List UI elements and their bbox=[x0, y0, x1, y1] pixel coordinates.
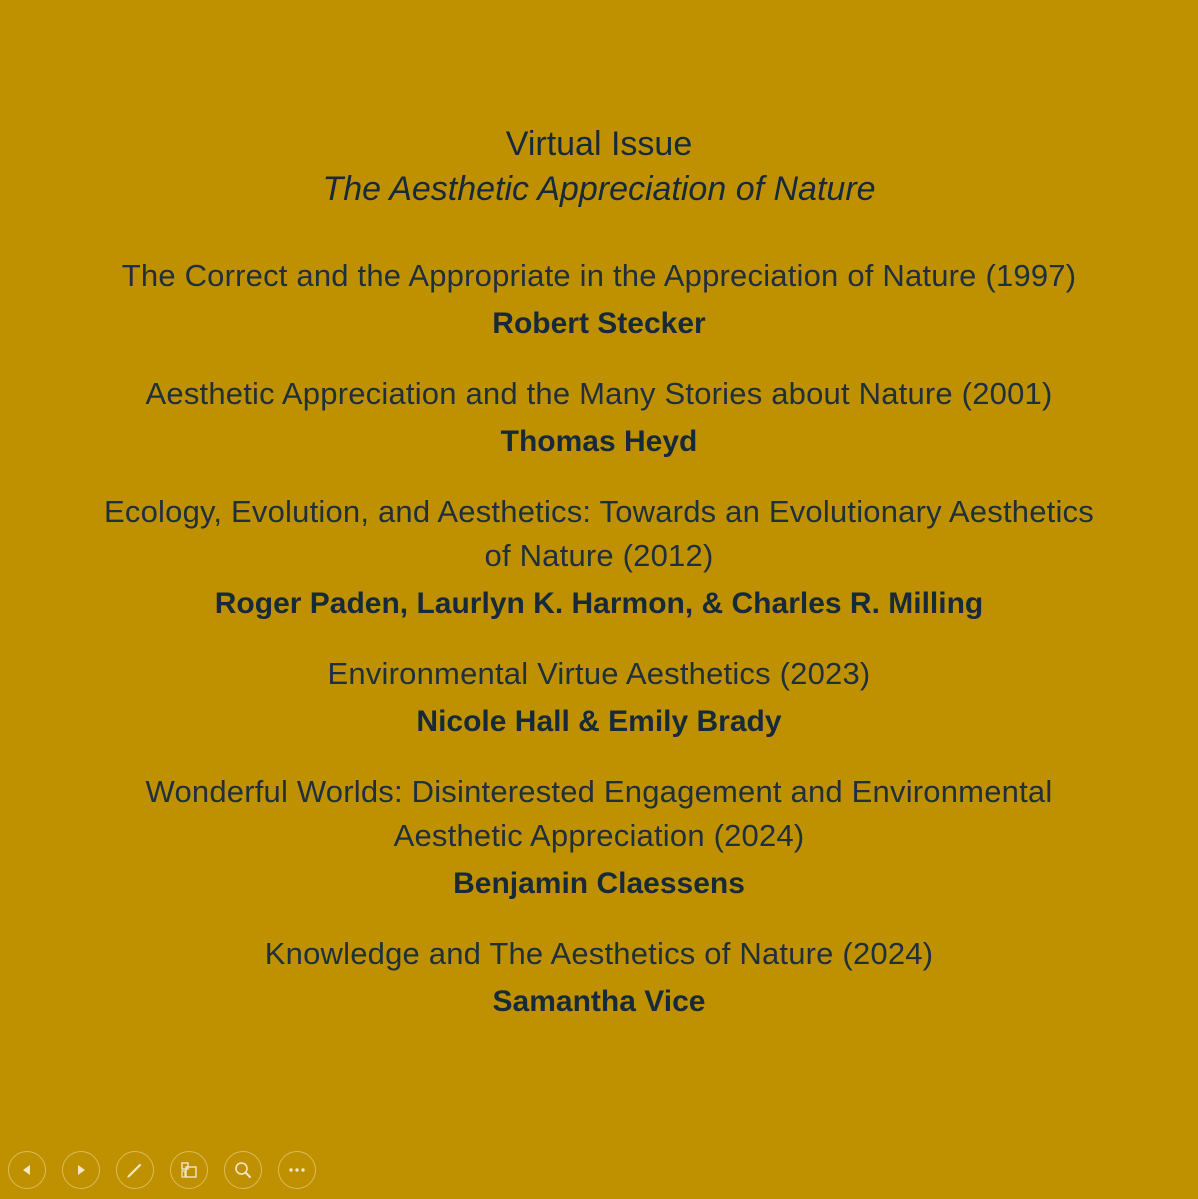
pen-icon bbox=[124, 1159, 146, 1181]
article-entry bbox=[100, 932, 1098, 1022]
previous-slide-button[interactable] bbox=[8, 1151, 46, 1189]
article-entry bbox=[100, 254, 1098, 344]
slide-title: Virtual Issue bbox=[505, 125, 693, 163]
article-author: Robert Stecker bbox=[492, 307, 706, 340]
zoom-icon bbox=[232, 1159, 254, 1181]
article-title: Knowledge and The Aesthetics of Nature (2024) bbox=[264, 936, 934, 971]
previous-icon bbox=[16, 1159, 38, 1181]
next-slide-button[interactable] bbox=[62, 1151, 100, 1189]
article-title: Environmental Virtue Aesthetics (2023) bbox=[327, 656, 871, 691]
article-author: Thomas Heyd bbox=[500, 425, 698, 458]
zoom-button[interactable] bbox=[224, 1151, 262, 1189]
see-all-slides-button[interactable] bbox=[170, 1151, 208, 1189]
article-title: Aesthetic Appreciation and the Many Stories about Nature (2001) bbox=[145, 376, 1053, 411]
slide-header bbox=[0, 122, 1198, 212]
slides-grid-icon bbox=[178, 1159, 200, 1181]
article-title: Wonderful Worlds: Disinterested Engagement and Environmental Aesthetic Appreciation (2024) bbox=[145, 774, 1053, 853]
article-author: Roger Paden, Laurlyn K. Harmon, & Charles R. Milling bbox=[214, 587, 984, 620]
article-entry bbox=[100, 490, 1098, 624]
more-options-button[interactable] bbox=[278, 1151, 316, 1189]
article-title: The Correct and the Appropriate in the Appreciation of Nature (1997) bbox=[121, 258, 1077, 293]
article-entry bbox=[100, 770, 1098, 904]
article-list bbox=[100, 254, 1098, 1050]
article-title: Ecology, Evolution, and Aesthetics: Towards an Evolutionary Aesthetics of Nature (2012) bbox=[104, 494, 1094, 573]
more-options-icon bbox=[286, 1159, 308, 1181]
next-icon bbox=[70, 1159, 92, 1181]
pen-tool-button[interactable] bbox=[116, 1151, 154, 1189]
article-author: Benjamin Claessens bbox=[453, 867, 745, 900]
article-author: Samantha Vice bbox=[492, 985, 706, 1018]
article-entry bbox=[100, 652, 1098, 742]
article-author: Nicole Hall & Emily Brady bbox=[416, 705, 782, 738]
article-entry bbox=[100, 372, 1098, 462]
slide-subtitle: The Aesthetic Appreciation of Nature bbox=[322, 170, 876, 208]
slideshow-toolbar bbox=[8, 1149, 316, 1191]
